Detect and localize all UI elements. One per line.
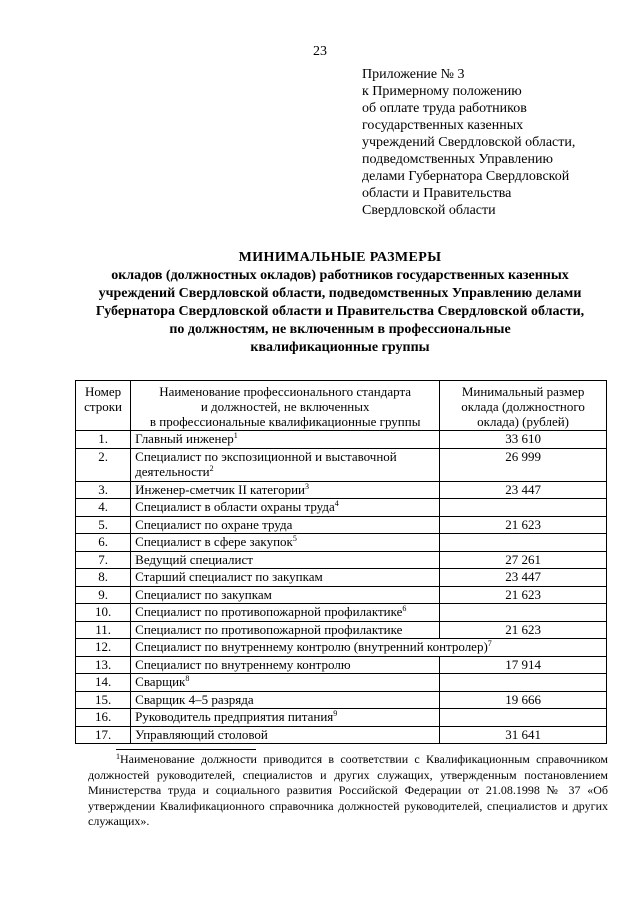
salary-value	[440, 674, 607, 692]
table-row	[76, 621, 607, 639]
footnote-ref: 3	[304, 481, 309, 491]
position-text: деятельности	[135, 463, 210, 479]
title-line: окладов (должностных окладов) работников государственных казенных	[111, 268, 569, 283]
footnote-text: Наименование должности приводится в соответствии с Квалификационным справочником должностей руководителей, специалистов и других служащих, утвержденным постановлением Министерства труда и социального развития Российской Федерации от 21.08.1998 № 37 «Об утверждении Квалификационного справочника должностей руководителей, специалистов и других служащих».	[88, 752, 608, 828]
position-text: Инженер-сметчик II категории	[135, 481, 305, 497]
row-number: 15.	[76, 691, 131, 709]
row-number: 14.	[76, 674, 131, 692]
header-text: оклада) (рублей)	[477, 414, 569, 429]
row-number: 10.	[76, 604, 131, 622]
footnote-ref: 8	[185, 674, 190, 683]
header-text: строки	[84, 399, 123, 414]
footnote-marker: 1	[116, 752, 120, 761]
position-text: Главный инженер	[135, 431, 234, 446]
header-text: Наименование профессионального стандарта	[159, 384, 412, 399]
position-name	[131, 431, 440, 449]
header-min-salary	[440, 381, 607, 431]
table-row	[76, 516, 607, 534]
header-text: Минимальный размер	[461, 384, 585, 399]
table-row	[76, 709, 607, 727]
position-text: Специалист в сфере закупок	[135, 534, 293, 549]
position-name	[131, 604, 440, 622]
appendix-line: области и Правительства	[362, 186, 512, 201]
appendix-line: подведомственных Управлению	[362, 152, 553, 167]
table-row	[76, 569, 607, 587]
table-row	[76, 674, 607, 692]
row-number: 6.	[76, 534, 131, 552]
position-text: Специалист по внутреннему контролю	[135, 656, 351, 672]
position-name	[131, 691, 440, 709]
footnote-ref: 7	[487, 639, 492, 648]
salary-value	[440, 709, 607, 727]
position-name	[131, 726, 440, 744]
position-text: Ведущий специалист	[135, 551, 253, 567]
table-row	[76, 691, 607, 709]
appendix-line: делами Губернатора Свердловской	[362, 169, 570, 184]
row-number: 16.	[76, 709, 131, 727]
position-text: Специалист по закупкам	[135, 586, 272, 602]
position-name	[131, 516, 440, 534]
appendix-line: Приложение № 3	[362, 67, 465, 82]
header-text: в профессиональные квалификационные группы	[149, 414, 421, 429]
position-name	[131, 551, 440, 569]
salary-value	[440, 534, 607, 552]
row-number: 3.	[76, 481, 131, 499]
footnote	[88, 752, 608, 830]
salary-table	[75, 380, 607, 744]
position-text: Специалист в области охраны труда	[135, 499, 335, 514]
table-row	[76, 499, 607, 517]
salary-value: 31 641	[440, 726, 607, 744]
row-number: 5.	[76, 516, 131, 534]
position-text: Руководитель предприятия питания	[135, 709, 334, 724]
footnote-separator	[116, 749, 256, 750]
position-name	[131, 586, 440, 604]
appendix-line: об оплате труда работников	[362, 101, 527, 116]
page-number: 23	[313, 44, 327, 59]
row-number: 11.	[76, 621, 131, 639]
position-name	[131, 639, 607, 657]
row-number: 1.	[76, 431, 131, 449]
title-main: МИНИМАЛЬНЫЕ РАЗМЕРЫ	[238, 250, 442, 265]
row-number: 7.	[76, 551, 131, 569]
position-name	[131, 621, 440, 639]
salary-value	[440, 499, 607, 517]
document-title	[60, 249, 620, 357]
title-line: учреждений Свердловской области, подведомственных Управлению делами	[98, 286, 582, 301]
salary-value: 27 261	[440, 551, 607, 569]
row-number: 12.	[76, 639, 131, 657]
salary-value: 21 623	[440, 586, 607, 604]
position-text: Специалист по противопожарной профилактике	[135, 621, 403, 637]
table-row	[76, 431, 607, 449]
row-number: 17.	[76, 726, 131, 744]
position-text: Специалист по охране труда	[135, 516, 293, 532]
appendix-line: государственных казенных	[362, 118, 524, 133]
salary-value: 17 914	[440, 656, 607, 674]
appendix-line: учреждений Свердловской области,	[362, 135, 576, 150]
position-text: Сварщик 4–5 разряда	[135, 691, 254, 707]
position-name	[131, 499, 440, 517]
row-number: 4.	[76, 499, 131, 517]
row-number: 8.	[76, 569, 131, 587]
title-line: Губернатора Свердловской области и Правительства Свердловской области,	[95, 304, 585, 319]
footnote-ref: 4	[334, 499, 339, 508]
footnote-ref: 5	[292, 534, 297, 543]
table-row	[76, 604, 607, 622]
row-number: 9.	[76, 586, 131, 604]
table-row	[76, 481, 607, 499]
header-text: Номер	[85, 384, 122, 399]
header-position-name	[131, 381, 440, 431]
position-text: Сварщик	[135, 674, 186, 689]
position-name	[131, 569, 440, 587]
header-text: и должностей, не включенных	[200, 399, 370, 414]
position-text: Специалист по экспозиционной и выставочной	[135, 448, 397, 464]
salary-value: 33 610	[440, 431, 607, 449]
salary-value: 26 999	[440, 448, 607, 481]
row-number: 2.	[76, 448, 131, 481]
position-text: Старший специалист по закупкам	[135, 569, 323, 584]
footnote-ref: 6	[402, 604, 407, 613]
footnote-ref: 2	[209, 463, 214, 473]
table-row	[76, 586, 607, 604]
header-row-number	[76, 381, 131, 431]
position-name	[131, 674, 440, 692]
table-row	[76, 448, 607, 481]
position-text: Специалист по внутреннему контролю (внутренний контролер)	[135, 639, 488, 654]
table-row	[76, 534, 607, 552]
position-name	[131, 534, 440, 552]
title-line: по должностям, не включенным в профессиональные	[169, 322, 511, 337]
position-text: Управляющий столовой	[135, 726, 268, 742]
position-name	[131, 709, 440, 727]
position-name	[131, 481, 440, 499]
table-row	[76, 656, 607, 674]
table-row	[76, 551, 607, 569]
position-name	[131, 448, 440, 481]
appendix-header	[362, 66, 632, 219]
salary-value: 23 447	[440, 481, 607, 499]
appendix-line: к Примерному положению	[362, 84, 522, 99]
position-name	[131, 656, 440, 674]
footnote-ref: 1	[233, 431, 238, 440]
title-line: квалификационные группы	[250, 340, 430, 355]
salary-value	[440, 604, 607, 622]
table-row	[76, 639, 607, 657]
table-row	[76, 726, 607, 744]
salary-value: 19 666	[440, 691, 607, 709]
footnote-ref: 9	[333, 709, 338, 718]
appendix-line: Свердловской области	[362, 203, 496, 218]
table-header-row	[76, 381, 607, 431]
salary-value: 21 623	[440, 516, 607, 534]
salary-value: 23 447	[440, 569, 607, 587]
position-text: Специалист по противопожарной профилактике	[135, 604, 403, 619]
salary-value: 21 623	[440, 621, 607, 639]
row-number: 13.	[76, 656, 131, 674]
header-text: оклада (должностного	[461, 399, 585, 414]
